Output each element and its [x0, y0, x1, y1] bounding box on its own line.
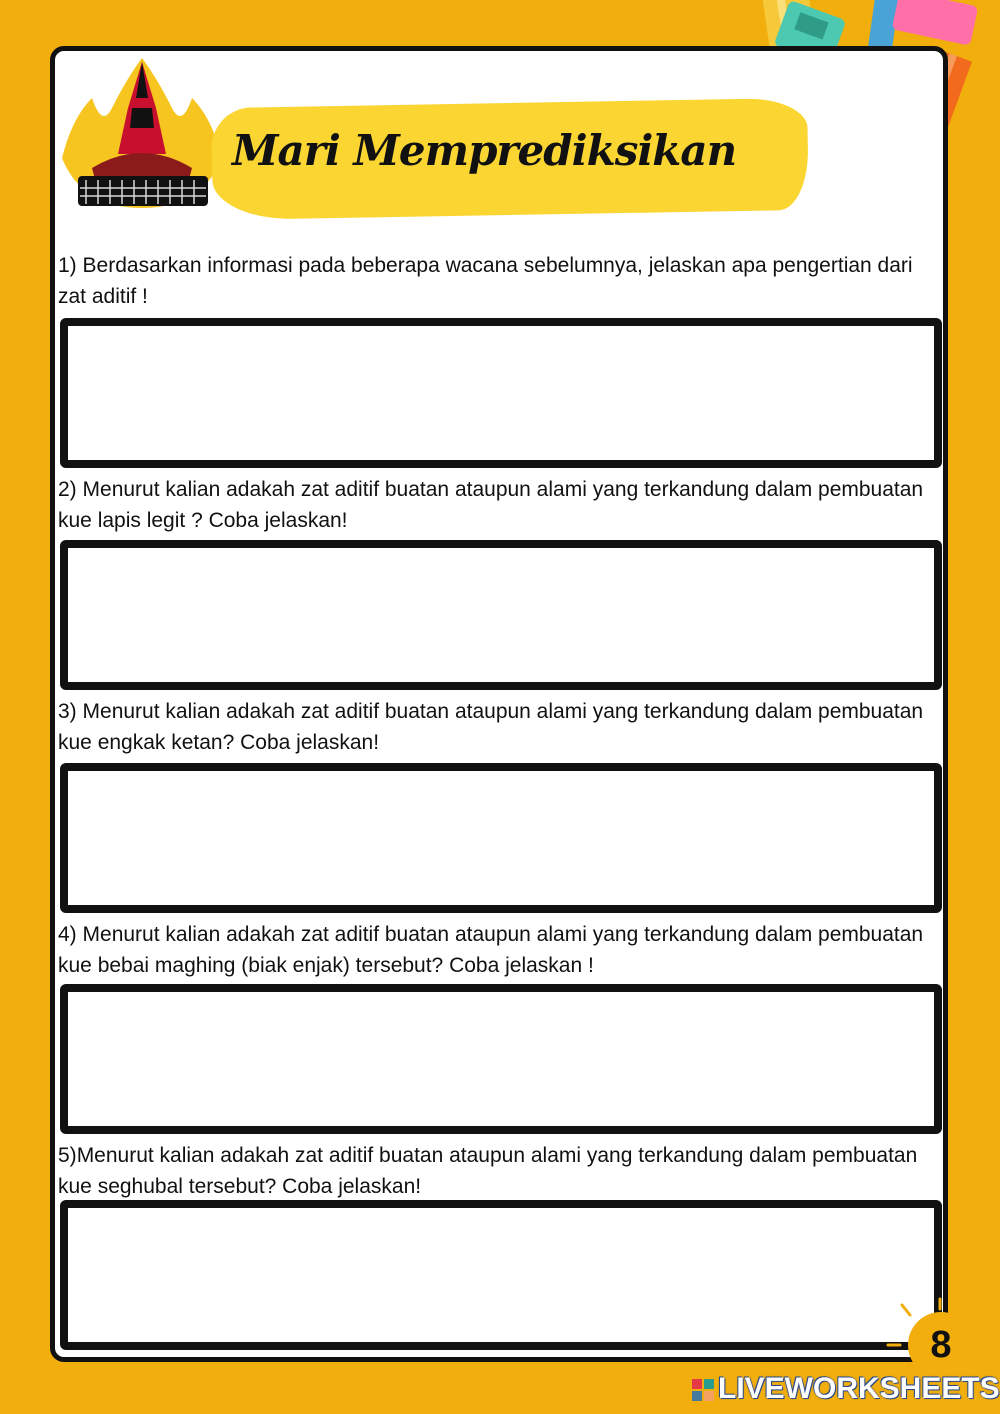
question-2-number: 2) — [58, 478, 77, 501]
question-1-number: 1) — [58, 254, 77, 277]
liveworksheets-brand — [692, 1372, 1000, 1408]
answer-box-1[interactable] — [60, 318, 942, 468]
question-1-text: Berdasarkan informasi pada beberapa wacana sebelumnya, jelaskan apa pengertian dari zat aditif ! — [58, 254, 913, 308]
question-2-text: Menurut kalian adakah zat aditif buatan ataupun alami yang terkandung dalam pembuatan kue lapis legit ? Coba jelaskan! — [58, 478, 924, 532]
question-4-text: Menurut kalian adakah zat aditif buatan ataupun alami yang terkandung dalam pembuatan kue bebai maghing (biak enjak) tersebut? Coba jelaskan ! — [58, 923, 924, 977]
answer-input-4[interactable] — [68, 992, 934, 1126]
page-number: 8 — [908, 1312, 974, 1378]
answer-input-5[interactable] — [68, 1208, 934, 1342]
question-3-number: 3) — [58, 700, 77, 723]
question-3-text: Menurut kalian adakah zat aditif buatan ataupun alami yang terkandung dalam pembuatan kue engkak ketan? Coba jelaskan! — [58, 700, 924, 754]
question-5 — [58, 1140, 938, 1202]
answer-input-1[interactable] — [68, 326, 934, 460]
question-5-number: 5) — [58, 1144, 77, 1167]
page-title: Mari Memprediksikan — [232, 126, 737, 175]
answer-input-3[interactable] — [68, 771, 934, 905]
answer-box-2[interactable] — [60, 540, 942, 690]
answer-box-5[interactable] — [60, 1200, 942, 1350]
question-3 — [58, 696, 938, 758]
answer-box-4[interactable] — [60, 984, 942, 1134]
answer-input-2[interactable] — [68, 548, 934, 682]
question-4 — [58, 919, 938, 981]
siger-crown-icon — [52, 58, 232, 228]
brand-text: LIVEWORKSHEETS — [718, 1372, 1000, 1405]
question-1 — [58, 250, 938, 312]
answer-box-3[interactable] — [60, 763, 942, 913]
liveworksheets-logo-icon — [692, 1379, 714, 1401]
question-4-number: 4) — [58, 923, 77, 946]
question-2 — [58, 474, 938, 536]
question-5-text: Menurut kalian adakah zat aditif buatan ataupun alami yang terkandung dalam pembuatan kue seghubal tersebut? Coba jelaskan! — [58, 1144, 918, 1198]
